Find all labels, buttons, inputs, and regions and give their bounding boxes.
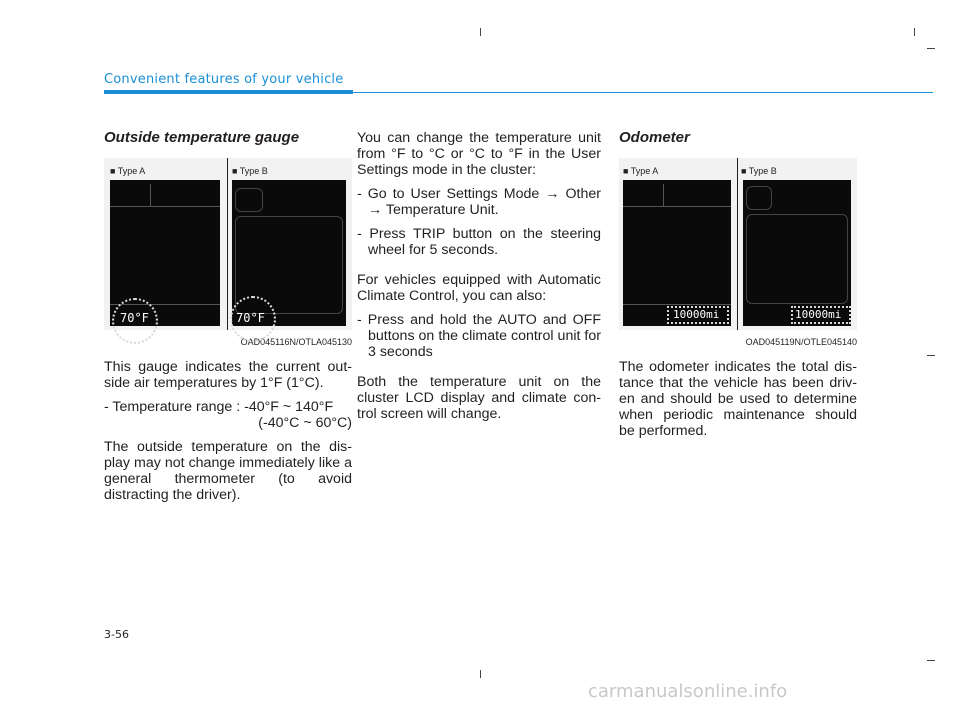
- figure-caption: OAD045116N/OTLA045130: [240, 337, 352, 347]
- crop-mark: [927, 48, 935, 49]
- crop-mark: [927, 355, 935, 356]
- outside-temp-readout: 70°F: [236, 311, 265, 325]
- figure-caption: OAD045119N/OTLE045140: [745, 337, 857, 347]
- cluster-screen-type-b: [743, 180, 851, 326]
- section-title: Convenient features of your vehicle: [104, 72, 344, 87]
- header-bar: [104, 90, 353, 94]
- bullet-item: - Press and hold the AUTO and OFF buttons on the climate control unit for 3 seconds: [357, 312, 601, 360]
- crop-mark: [480, 670, 481, 678]
- header-rule: [353, 92, 933, 93]
- body-text: For vehicles equipped with Automatic Climate Control, you can also:: [357, 272, 601, 304]
- odometer-readout: 10000mi: [673, 308, 720, 321]
- body-text: The odometer indicates the total dis-tance that the vehicle has been driv-en and should be used to determine when periodic maintenance should be performed.: [619, 359, 857, 439]
- outside-temperature-heading: Outside temperature gauge: [104, 129, 300, 146]
- odometer-readout: 10000mi: [795, 308, 842, 321]
- temperature-range-celsius: (-40°C ~ 60°C): [258, 415, 352, 431]
- cluster-screen-type-a: [110, 180, 220, 326]
- bullet-item: - Go to User Settings Mode → Other → Temperature Unit.: [357, 186, 601, 218]
- column-unit-change: [357, 130, 601, 430]
- column-odometer: [619, 130, 857, 447]
- cluster-screen-type-b: [232, 180, 346, 326]
- page-number: 3-56: [104, 628, 129, 641]
- bullet-item: - Press TRIP button on the steering wheel for 5 seconds.: [357, 226, 601, 258]
- cluster-screen-type-a: [623, 180, 731, 326]
- body-text: Both the temperature unit on the cluster LCD display and climate con-trol screen will change.: [357, 374, 601, 422]
- figure-divider: [227, 158, 228, 330]
- outside-temperature-figure: [104, 158, 352, 330]
- figure-divider: [737, 158, 738, 330]
- watermark: carmanualsonline.info: [588, 681, 788, 702]
- type-b-label: ■ Type B: [741, 166, 777, 176]
- body-text: This gauge indicates the current out-side air temperatures by 1°F (1°C).: [104, 359, 352, 391]
- odometer-figure: [619, 158, 857, 330]
- crop-mark: [480, 28, 481, 36]
- type-b-label: ■ Type B: [232, 166, 268, 176]
- body-text: The outside temperature on the dis-play may not change immediately like a general thermometer (to avoid distracting the driver).: [104, 439, 352, 503]
- column-outside-temperature: [104, 130, 352, 511]
- crop-mark: [914, 28, 915, 36]
- temperature-range: - Temperature range : -40°F ~ 140°F: [104, 399, 334, 415]
- body-text: You can change the temperature unit from °F to °C or °C to °F in the User Settings mode in the cluster:: [357, 130, 601, 178]
- odometer-heading: Odometer: [619, 129, 690, 146]
- outside-temp-readout: 70°F: [120, 311, 149, 325]
- crop-mark: [927, 660, 935, 661]
- type-a-label: ■ Type A: [110, 166, 146, 176]
- type-a-label: ■ Type A: [623, 166, 659, 176]
